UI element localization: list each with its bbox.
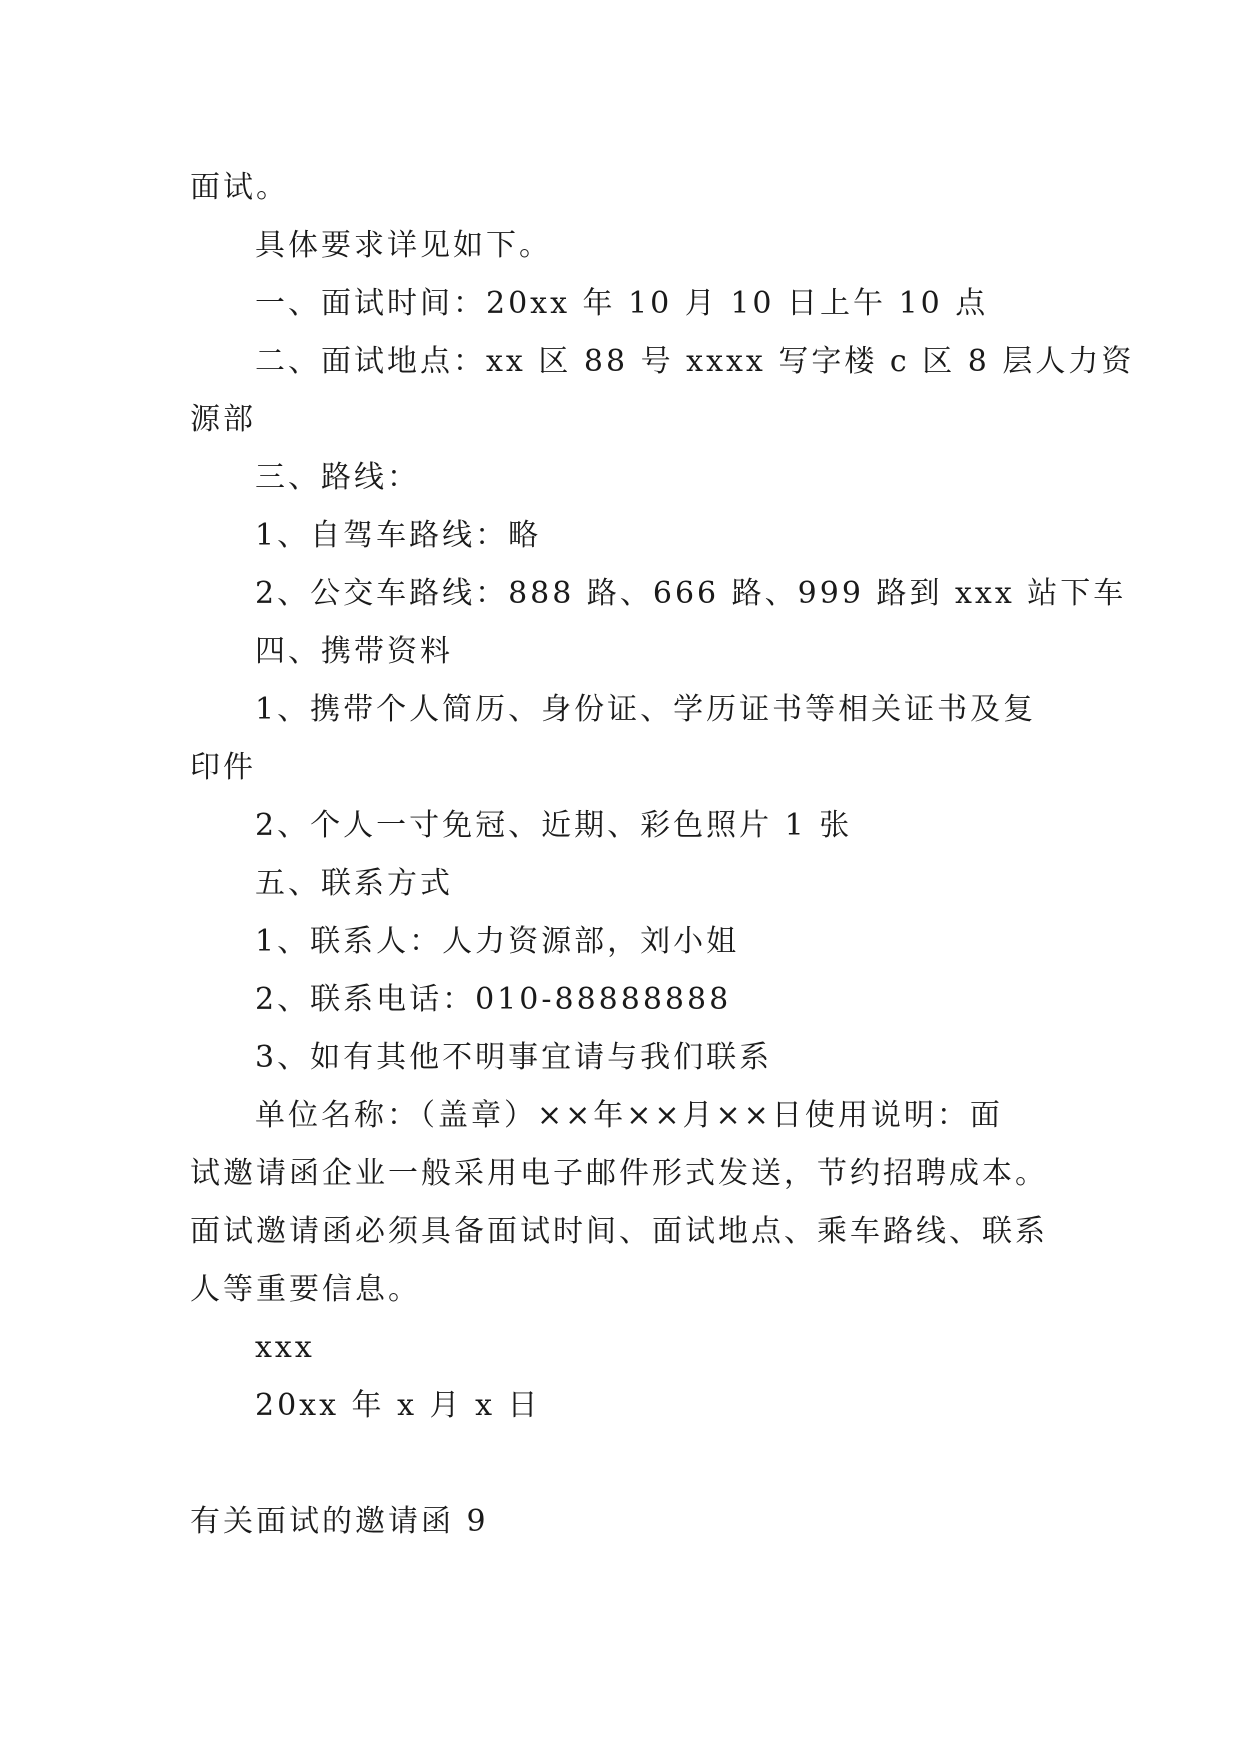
unit-name-and-usage: 单位名称：（盖章）××年××月××日使用说明：面 [255, 1098, 1003, 1133]
usage-text-3: 人等重要信息。 [190, 1272, 421, 1307]
materials-heading: 四、携带资料 [255, 634, 453, 669]
section-title: 有关面试的邀请函 9 [190, 1504, 489, 1539]
materials-item-1: 1、携带个人简历、身份证、学历证书等相关证书及复 [255, 692, 1037, 727]
route-driving: 1、自驾车路线：略 [255, 518, 542, 553]
interview-location-cont: 源部 [190, 402, 256, 437]
materials-item-2: 2、个人一寸免冠、近期、彩色照片 1 张 [255, 808, 853, 843]
contact-phone: 2、联系电话：010-88888888 [255, 982, 732, 1017]
signature-date: 20xx 年 x 月 x 日 [255, 1388, 541, 1423]
interview-time: 一、面试时间：20xx 年 10 月 10 日上午 10 点 [255, 286, 989, 321]
route-bus: 2、公交车路线：888 路、666 路、999 路到 xxx 站下车 [255, 576, 1127, 611]
contact-heading: 五、联系方式 [255, 866, 453, 901]
materials-item-1-cont: 印件 [190, 750, 256, 785]
usage-text-1: 试邀请函企业一般采用电子邮件形式发送，节约招聘成本。 [190, 1156, 1048, 1191]
interview-location: 二、面试地点：xx 区 88 号 xxxx 写字楼 c 区 8 层人力资 [255, 344, 1135, 379]
contact-note: 3、如有其他不明事宜请与我们联系 [255, 1040, 773, 1075]
intro-text: 具体要求详见如下。 [255, 228, 552, 263]
paragraph-continuation: 面试。 [190, 170, 289, 205]
signature-name: xxx [255, 1330, 315, 1365]
route-heading: 三、路线： [255, 460, 420, 495]
usage-text-2: 面试邀请函必须具备面试时间、面试地点、乘车路线、联系 [190, 1214, 1048, 1249]
contact-person: 1、联系人：人力资源部，刘小姐 [255, 924, 740, 959]
